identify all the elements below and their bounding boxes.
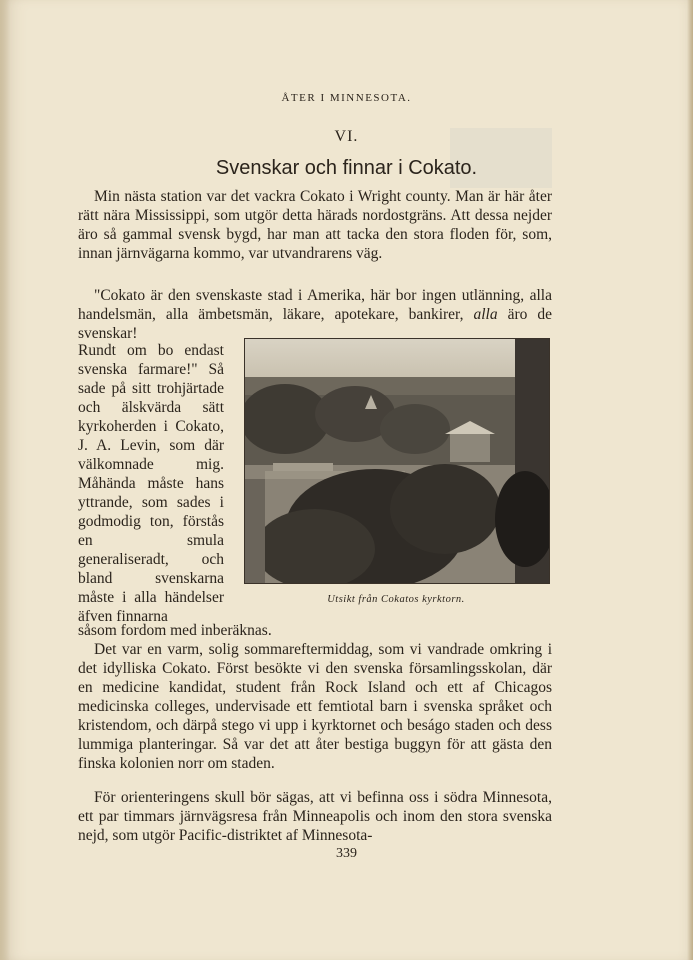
paragraph-2-ending: såsom fordom med inberäknas. — [78, 622, 272, 639]
photograph-church-tower-view — [244, 338, 550, 584]
paragraph-2-text: "Cokato är den svenskaste stad i Amerika, här bor ingen utlänning, alla handelsmän, alla ämbetsmän, läkare, apotekare, bankirer, — [78, 287, 552, 323]
chapter-title: Svenskar och finnar i Cokato. — [215, 157, 478, 179]
chapter-number: VI. — [334, 128, 359, 145]
paragraph-1: Min nästa station var det vackra Cokato i Wright county. Man är här åter rätt nära Mississippi, som utgör detta härads nordostgräns. Att dessa nejder äro så gammal svensk bygd, har man att tacka den stora floden för, som, innan järnvägarna kommo, var utvandrarens väg. — [78, 188, 552, 262]
running-head: ÅTER I MINNESOTA. — [281, 92, 412, 104]
paragraph-3: Det var en varm, solig sommareftermiddag, som vi vandrade omkring i det idylliska Cokato. Först besökte vi den svenska församlingsskolan, där en medicine kandidat, student från Rock Island och ett af Chicagos medicinska colleges, undervisade ett femtiotal barn i svenska språket och kristendom, och därpå stego vi upp i kyrktornet och beságo staden och dess lummiga planteringar. Så var det att åter bestiga buggyn för att gästa den finska kolonien norr om staden. — [78, 641, 552, 772]
paragraph-2-narrow-column: Rundt om bo endast svenska farmare!" Så sade på sitt trohjärtade och älskvärda sätt kyrkoherden i Cokato, J. A. Levin, som där välkomnade mig. Måhända måste hans yttrande, som sades i godmodig ton, förstås en smula generaliseradt, och bland svenskarna måste i alla händelser äfven finnarna — [78, 342, 224, 625]
figure-caption: Utsikt från Cokatos kyrktorn. — [327, 594, 465, 605]
paragraph-2-italic: alla — [473, 306, 498, 323]
photograph-image — [245, 339, 549, 583]
paragraph-2-rest: äro de svenskar! — [78, 306, 553, 342]
paragraph-2-opening — [78, 286, 552, 343]
page-number: 339 — [336, 846, 357, 861]
paragraph-4: För orienteringens skull bör sägas, att vi befinna oss i södra Minnesota, ett par timmars järnvägsresa från Minneapolis och inom den stora svenska nejd, som utgör Pacific-distriktet af Minnesota- — [78, 789, 552, 844]
